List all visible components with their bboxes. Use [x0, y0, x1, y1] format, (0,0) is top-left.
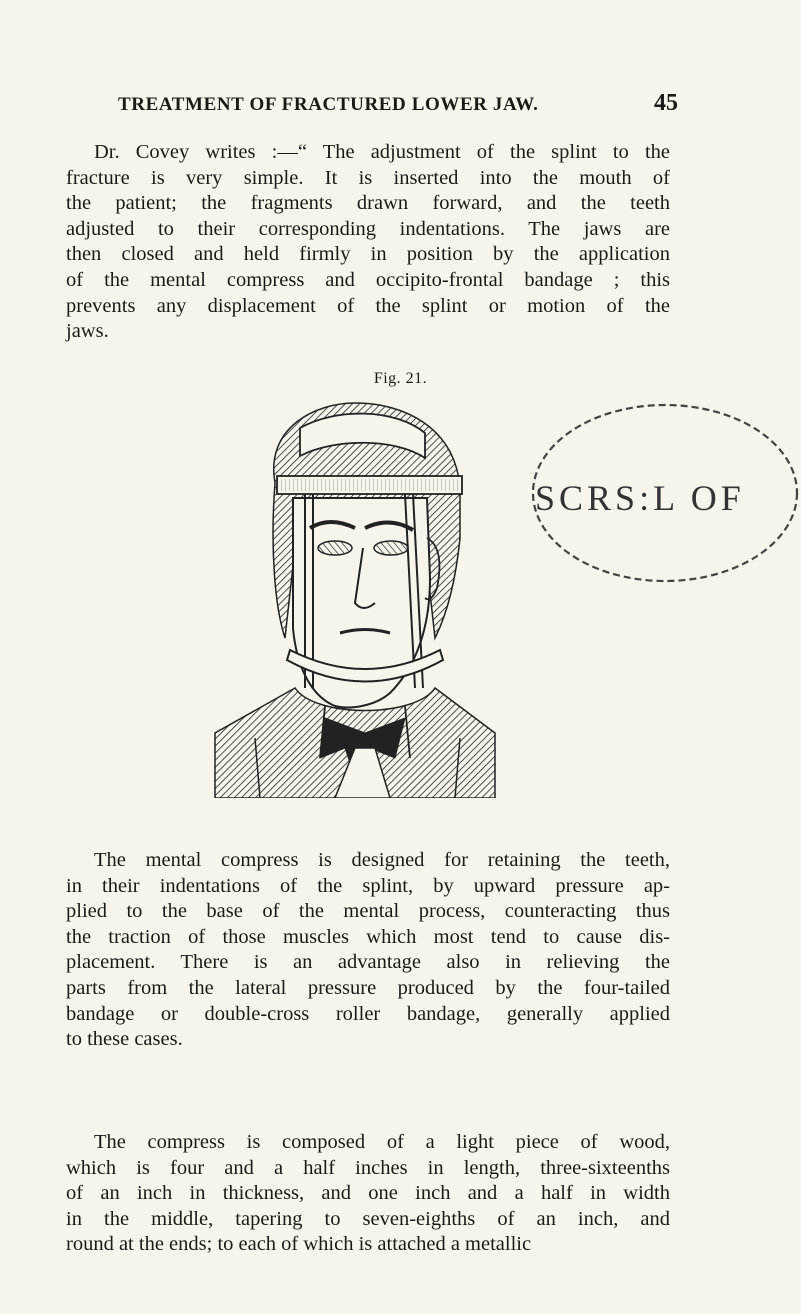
text-line: The compress is composed of a light piece of wood, — [94, 1131, 670, 1153]
paragraph-mental-compress — [66, 848, 670, 1053]
text-line: the patient; the fragments drawn forward, and the teeth — [66, 192, 670, 215]
text-line: then closed and held firmly in position by the application — [66, 243, 670, 266]
text-line: adjusted to their corresponding indentations. The jaws are — [66, 217, 670, 240]
text-line: in their indentations of the splint, by upward pressure ap- — [66, 874, 670, 897]
figure-caption: Fig. 21. — [373, 370, 428, 387]
text-line: placement. There is an advantage also in relieving the — [66, 951, 670, 974]
text-line: to these cases. — [66, 1028, 183, 1051]
text-line: plied to the base of the mental process, counteracting thus — [66, 900, 670, 923]
paragraph-compress-composition — [66, 1130, 670, 1258]
text-line: fracture is very simple. It is inserted into the mouth of — [66, 166, 670, 189]
text-line: parts from the lateral pressure produced by the four-tailed — [66, 976, 670, 999]
running-title: TREATMENT OF FRACTURED LOWER JAW. — [118, 94, 539, 115]
text-line: the traction of those muscles which most tend to cause dis- — [66, 925, 670, 948]
library-stamp — [533, 405, 797, 581]
text-line: The mental compress is designed for retaining the teeth, — [94, 849, 670, 871]
page-number: 45 — [654, 90, 678, 116]
text-line: round at the ends; to each of which is attached a metallic — [66, 1233, 532, 1256]
paragraph-covey-quote — [66, 140, 670, 345]
text-line: of the mental compress and occipito-frontal bandage ; this — [66, 268, 670, 291]
stamp-text: SCRS:L OF — [535, 478, 745, 518]
text-line: of an inch in thickness, and one inch and a half in width — [66, 1182, 670, 1205]
text-line: in the middle, tapering to seven-eighths of an inch, and — [66, 1207, 670, 1230]
text-line: Dr. Covey writes :—“ The adjustment of the splint to the — [94, 141, 670, 163]
text-line: which is four and a half inches in length, three-sixteenths — [66, 1156, 670, 1179]
figure-illustration — [205, 388, 801, 798]
text-line: jaws. — [66, 320, 109, 343]
engraving-head-bandage — [205, 388, 801, 798]
text-line: prevents any displacement of the splint or motion of the — [66, 294, 670, 317]
text-line: bandage or double-cross roller bandage, generally applied — [66, 1002, 670, 1025]
page-header — [118, 92, 678, 122]
